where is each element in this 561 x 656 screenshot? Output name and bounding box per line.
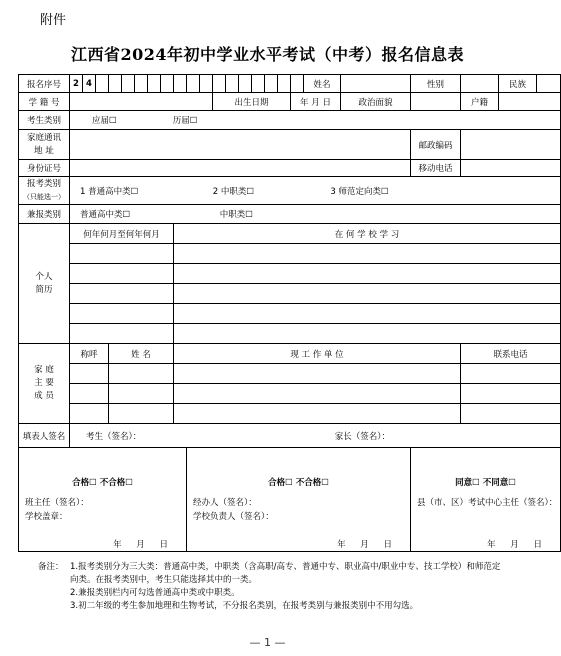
attachment-label: 附件 [40, 13, 67, 28]
review-school-seal[interactable]: 学校盖章： [25, 512, 68, 522]
reg-no-label: 报名序号 [19, 75, 70, 93]
category-previous-checkbox[interactable]: 历届☐ [172, 116, 198, 126]
category-label: 考生类别 [19, 111, 70, 130]
review-county-date[interactable]: 年 月 日 [487, 540, 548, 550]
notes-indent [38, 587, 70, 600]
note-text: 3.初二年级的考生参加地理和生物考试，不分报名类别，在报考类别与兼报类别中不用勾选。 [70, 601, 419, 611]
resume-period-cell[interactable] [70, 284, 174, 304]
reg-digit-box[interactable] [291, 75, 304, 93]
reg-digit-box[interactable] [265, 75, 278, 93]
signer-row [19, 424, 561, 448]
birth-date-label: 出生日期 [213, 93, 291, 111]
id-number-field[interactable] [70, 160, 411, 177]
family-label-line1: 家 庭 [34, 365, 54, 375]
row-apply-category [19, 177, 561, 205]
note-item [38, 600, 508, 613]
student-id-field[interactable] [70, 93, 213, 111]
address-label-line1: 家庭通讯 [26, 132, 61, 143]
row-student-category [19, 111, 561, 130]
secondary-category-label: 兼报类别 [19, 205, 70, 224]
resume-school-cell[interactable] [174, 304, 561, 324]
review-school-cell [187, 448, 411, 552]
resume-period-cell[interactable] [70, 264, 174, 284]
secondary-opt-highschool[interactable]: 普通高中类☐ [80, 210, 131, 220]
reg-digit[interactable]: 4 [83, 75, 96, 93]
family-phone-cell[interactable] [461, 384, 561, 404]
review-county-cell [411, 448, 561, 552]
signer-label: 填表人签名 [19, 424, 70, 448]
note-item [38, 561, 508, 587]
apply-category-note: （只能选一） [23, 192, 65, 201]
category-current-checkbox[interactable]: 应届☐ [92, 116, 117, 126]
note-text: 2.兼报类别栏内可勾选普通高中类或中职类。 [70, 588, 240, 598]
row-secondary-category [19, 205, 561, 224]
row-id-number [19, 160, 561, 177]
family-work-cell[interactable] [174, 364, 461, 384]
page-number: — 1 — [249, 636, 286, 649]
gender-field[interactable] [461, 75, 499, 93]
reg-digit-box[interactable] [174, 75, 187, 93]
reg-digit-box[interactable] [239, 75, 252, 93]
apply-opt-vocational[interactable]: 2 中职类☐ [212, 186, 254, 197]
family-row [19, 384, 561, 404]
notes-indent [38, 600, 70, 613]
review-teacher-result[interactable]: 合格☐ 不合格☐ [72, 478, 133, 488]
family-row [19, 404, 561, 424]
resume-col-period: 何年何月至何年何月 [70, 224, 174, 244]
family-col-work: 现 工 作 单 位 [174, 344, 461, 364]
secondary-opt-vocational[interactable]: 中职类☐ [219, 210, 253, 220]
reg-digit-box[interactable] [278, 75, 291, 93]
category-options [70, 111, 561, 130]
review-row [19, 448, 561, 552]
reg-digit-box[interactable] [226, 75, 239, 93]
notes-label: 备注： [38, 562, 64, 572]
review-teacher-signature[interactable]: 班主任（签名）： [25, 498, 89, 508]
family-relation-cell[interactable] [70, 364, 109, 384]
review-principal-signature[interactable]: 学校负责人（签名）： [193, 512, 274, 522]
row-student-id [19, 93, 561, 111]
resume-row [19, 264, 561, 284]
resume-school-cell[interactable] [174, 264, 561, 284]
political-label: 政治面貌 [341, 93, 411, 111]
apply-category-label [19, 177, 70, 205]
resume-period-cell[interactable] [70, 304, 174, 324]
mobile-field[interactable] [461, 160, 561, 177]
resume-school-cell[interactable] [174, 324, 561, 344]
reg-digit-box[interactable] [200, 75, 213, 93]
family-work-cell[interactable] [174, 404, 461, 424]
review-county-result[interactable]: 同意☐ 不同意☐ [455, 478, 516, 488]
reg-digit-box[interactable] [252, 75, 265, 93]
reg-digit-box[interactable] [148, 75, 161, 93]
apply-opt-normal[interactable]: 3 师范定向类☐ [330, 186, 389, 197]
family-relation-cell[interactable] [70, 384, 109, 404]
postal-label: 邮政编码 [411, 130, 461, 160]
resume-period-cell[interactable] [70, 324, 174, 344]
id-number-label: 身份证号 [19, 160, 70, 177]
resume-label [19, 224, 70, 344]
ethnicity-field[interactable] [537, 75, 561, 93]
postal-field[interactable] [461, 130, 561, 160]
address-label-line2: 地 址 [34, 145, 54, 156]
resume-school-cell[interactable] [174, 244, 561, 264]
parent-signature-field[interactable]: 家长（签名）： [334, 431, 390, 442]
reg-digit-box[interactable] [161, 75, 174, 93]
family-phone-cell[interactable] [461, 364, 561, 384]
review-teacher-cell [19, 448, 187, 552]
gender-label: 性别 [411, 75, 461, 93]
reg-digit-box[interactable] [96, 75, 109, 93]
family-label [19, 344, 70, 424]
secondary-category-options [70, 205, 561, 224]
review-school-date[interactable]: 年 月 日 [337, 540, 398, 550]
page-title: 江西省2024年初中学业水平考试（中考）报名信息表 [70, 45, 465, 64]
name-field[interactable] [341, 75, 411, 93]
apply-category-title: 报考类别 [26, 178, 61, 189]
notes-section [38, 561, 508, 613]
resume-school-cell[interactable] [174, 284, 561, 304]
note-text: 1.报考类别分为三大类：普通高中类，中职类（含高职/高专、普通中专、职业高中/职业中专、技工学校）和师范定向类。在报考类别中，考生只能选择其中的一类。 [70, 562, 501, 585]
row-address [19, 130, 561, 160]
family-header-row [19, 344, 561, 364]
apply-category-options [70, 177, 561, 205]
row-registration-number [19, 75, 561, 93]
hukou-field[interactable] [499, 93, 561, 111]
review-school-result[interactable]: 合格☐ 不合格☐ [268, 478, 329, 488]
hukou-label: 户籍 [461, 93, 499, 111]
ethnicity-label: 民族 [499, 75, 537, 93]
family-label-line3: 成 员 [34, 391, 54, 401]
family-name-cell[interactable] [109, 384, 174, 404]
resume-row [19, 244, 561, 264]
family-name-cell[interactable] [109, 364, 174, 384]
reg-digit-box[interactable] [213, 75, 226, 93]
resume-row [19, 324, 561, 344]
reg-digit[interactable]: 2 [70, 75, 83, 93]
review-handler-signature[interactable]: 经办人（签名）： [193, 498, 257, 508]
reg-digit-box[interactable] [187, 75, 200, 93]
registration-form-table [18, 74, 561, 552]
birth-date-field[interactable]: 年 月 日 [291, 93, 341, 111]
signer-fields [70, 424, 561, 448]
family-work-cell[interactable] [174, 384, 461, 404]
resume-label-line1: 个人 [35, 271, 53, 282]
political-field[interactable] [411, 93, 461, 111]
mobile-label: 移动电话 [411, 160, 461, 177]
resume-col-school: 在 何 学 校 学 习 [174, 224, 561, 244]
address-label [19, 130, 70, 160]
resume-header-row [19, 224, 561, 244]
resume-row [19, 304, 561, 324]
family-relation-cell[interactable] [70, 404, 109, 424]
resume-period-cell[interactable] [70, 244, 174, 264]
family-col-name: 姓 名 [109, 344, 174, 364]
family-phone-cell[interactable] [461, 404, 561, 424]
family-col-relation: 称呼 [70, 344, 109, 364]
name-label: 姓名 [304, 75, 341, 93]
reg-digit-box[interactable] [122, 75, 135, 93]
apply-opt-highschool[interactable]: 1 普通高中类☐ [80, 186, 139, 197]
student-signature-field[interactable]: 考生（签名）： [86, 431, 142, 442]
resume-label-line2: 简历 [35, 284, 53, 295]
review-teacher-date[interactable]: 年 月 日 [113, 540, 174, 550]
student-id-label: 学 籍 号 [19, 93, 70, 111]
family-name-cell[interactable] [109, 404, 174, 424]
reg-digit-box[interactable] [135, 75, 148, 93]
family-label-line2: 主 要 [34, 378, 54, 388]
review-county-director-signature[interactable]: 县（市、区）考试中心主任（签名）： [417, 498, 558, 508]
note-item [38, 587, 508, 600]
family-row [19, 364, 561, 384]
resume-row [19, 284, 561, 304]
address-field[interactable] [70, 130, 411, 160]
family-col-phone: 联系电话 [461, 344, 561, 364]
reg-digit-box[interactable] [109, 75, 122, 93]
